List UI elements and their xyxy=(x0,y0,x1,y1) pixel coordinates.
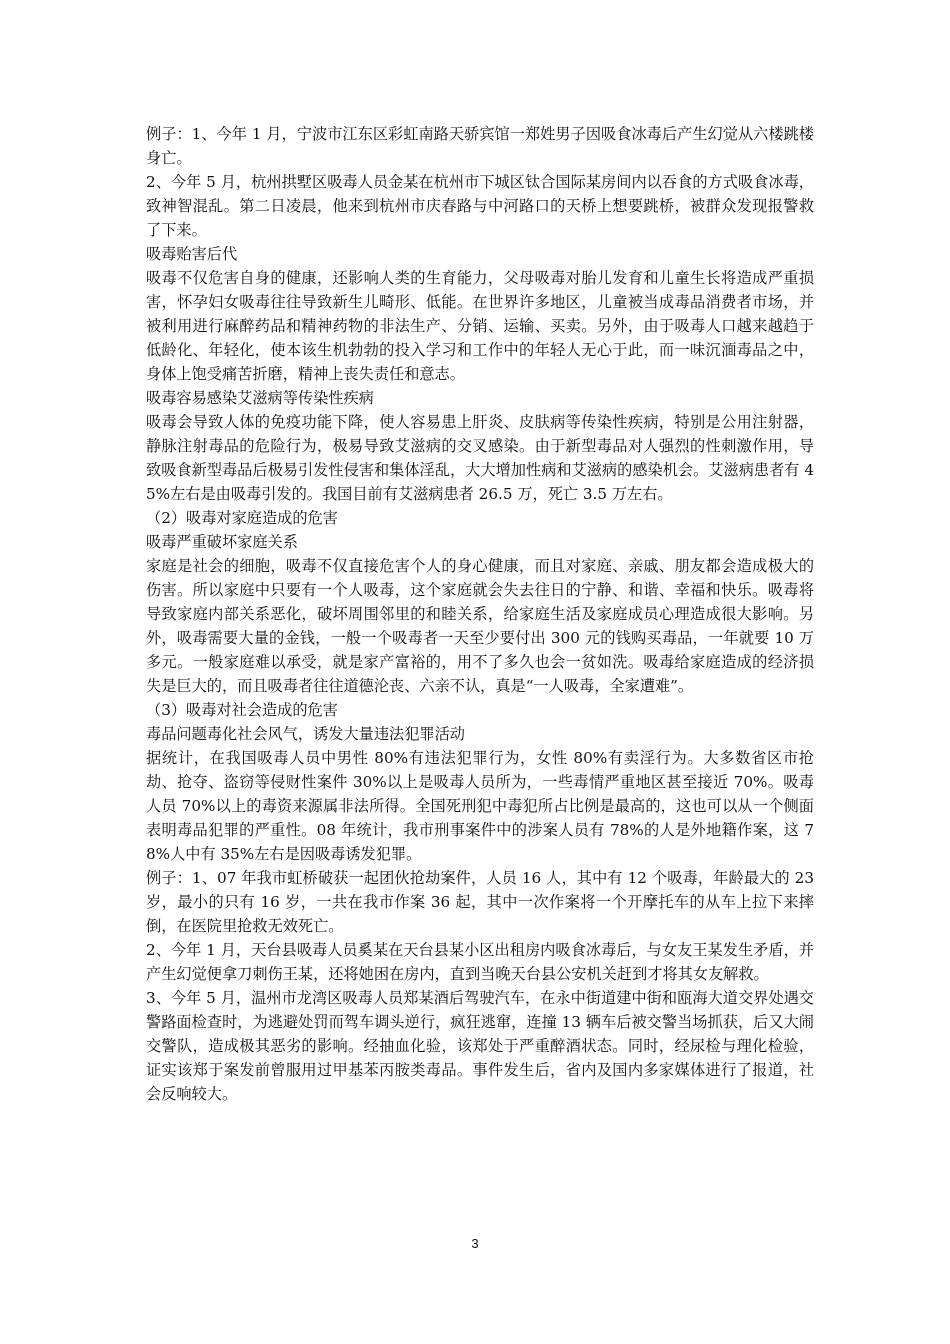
paragraph-example-wenzhou: 3、今年 5 月，温州市龙湾区吸毒人员郑某酒后驾驶汽车，在永中街道建中街和瓯海大道交界处遇交警路面检查时，为逃避处罚而驾车调头逆行，疯狂逃窜，连撞 13 辆车后被交警当场抓获，后又大闹交警队，造成极其恶劣的影响。经抽血化验，该郑处于严重醉酒状态。同时，经尿检与理化检验，证实该郑于案发前曾服用过甲基苯丙胺类毒品。事件发生后，省内及国内多家媒体进行了报道，社会反响较大。 xyxy=(146,989,814,1103)
paragraph-aids-infection: 吸毒会导致人体的免疫功能下降，使人容易患上肝炎、皮肤病等传染性疾病，特别是公用注射器，静脉注射毒品的危险行为，极易导致艾滋病的交叉感染。由于新型毒品对人强烈的性刺激作用，导致吸食新型毒品后极易引发性侵害和集体淫乱，大大增加性病和艾滋病的感染机会。艾滋病患者有 45%左右是由吸毒引发的。我国目前有艾滋病患者 26.5 万，死亡 3.5 万左右。 xyxy=(146,413,814,503)
paragraph-example-tiantai: 2、今年 1 月，天台县吸毒人员奚某在天台县某小区出租房内吸食冰毒后，与女友王某发生矛盾，并产生幻觉便拿刀刺伤王某，还将她困在房内，直到当晚天台县公安机关赶到才将其女友解救。 xyxy=(146,941,814,983)
heading-crime: 毒品问题毒化社会风气，诱发大量违法犯罪活动 xyxy=(146,725,465,743)
paragraph-statistics: 据统计，在我国吸毒人员中男性 80%有违法犯罪行为，女性 80%有卖淫行为。大多数省区市抢劫、抢夺、盗窃等侵财性案件 30%以上是吸毒人员所为，一些毒情严重地区甚至接近 70%。吸毒人员 70%以上的毒资来源属非法所得。全国死刑犯中毒犯所占比例是最高的，这也可以从一个侧面表明毒品犯罪的严重性。08 年统计，我市刑事案件中的涉案人员有 78%的人是外地籍作案，这 78%人中有 35%左右是因吸毒诱发犯罪。 xyxy=(146,749,814,863)
paragraph-example-hangzhou: 2、今年 5 月，杭州拱墅区吸毒人员金某在杭州市下城区钛合国际某房间内以吞食的方式吸食冰毒，致神智混乱。第二日凌晨，他来到杭州市庆春路与中河路口的天桥上想要跳桥，被群众发现报警救了下来。 xyxy=(146,173,814,239)
paragraph-family-relations: 家庭是社会的细胞，吸毒不仅直接危害个人的身心健康，而且对家庭、亲戚、朋友都会造成极大的伤害。所以家庭中只要有一个人吸毒，这个家庭就会失去往日的宁静、和谐、幸福和快乐。吸毒将导致家庭内部关系恶化，破坏周围邻里的和睦关系，给家庭生活及家庭成员心理造成很大影响。另外，吸毒需要大量的金钱，一般一个吸毒者一天至少要付出 300 元的钱购买毒品，一年就要 10 万多元。一般家庭难以承受，就是家产富裕的，用不了多久也会一贫如洗。吸毒给家庭造成的经济损失是巨大的，而且吸毒者往往道德沦丧、六亲不认，真是“一人吸毒，全家遭难”。 xyxy=(146,557,814,695)
page-number: 3 xyxy=(471,1236,479,1251)
paragraph-harm-offspring: 吸毒不仅危害自身的健康，还影响人类的生育能力，父母吸毒对胎儿发育和儿童生长将造成严重损害，怀孕妇女吸毒往往导致新生儿畸形、低能。在世界许多地区，儿童被当成毒品消费者市场，并被利用进行麻醉药品和精神药物的非法生产、分销、运输、买卖。另外，由于吸毒人口越来越趋于低龄化、年轻化，使本该生机勃勃的投入学习和工作中的年轻人无心于此，而一味沉湎毒品之中，身体上饱受痛苦折磨，精神上丧失责任和意志。 xyxy=(146,269,814,383)
document-body xyxy=(146,122,814,1106)
heading-family-relations: 吸毒严重破坏家庭关系 xyxy=(146,533,298,551)
heading-harm-offspring: 吸毒贻害后代 xyxy=(146,245,238,263)
section-heading-family: （2）吸毒对家庭造成的危害 xyxy=(146,509,338,527)
heading-aids-infection: 吸毒容易感染艾滋病等传染性疾病 xyxy=(146,389,374,407)
paragraph-example-ningbo: 例子：1、今年 1 月，宁波市江东区彩虹南路天骄宾馆一郑姓男子因吸食冰毒后产生幻觉从六楼跳楼身亡。 xyxy=(146,125,814,167)
paragraph-example-hongqiao: 例子：1、07 年我市虹桥破获一起团伙抢劫案件，人员 16 人，其中有 12 个吸毒，年龄最大的 23 岁，最小的只有 16 岁，一共在我市作案 36 起，其中一次作案将一个开摩托车的从车上拉下来摔倒，在医院里抢救无效死亡。 xyxy=(146,869,814,935)
section-heading-society: （3）吸毒对社会造成的危害 xyxy=(146,701,338,719)
